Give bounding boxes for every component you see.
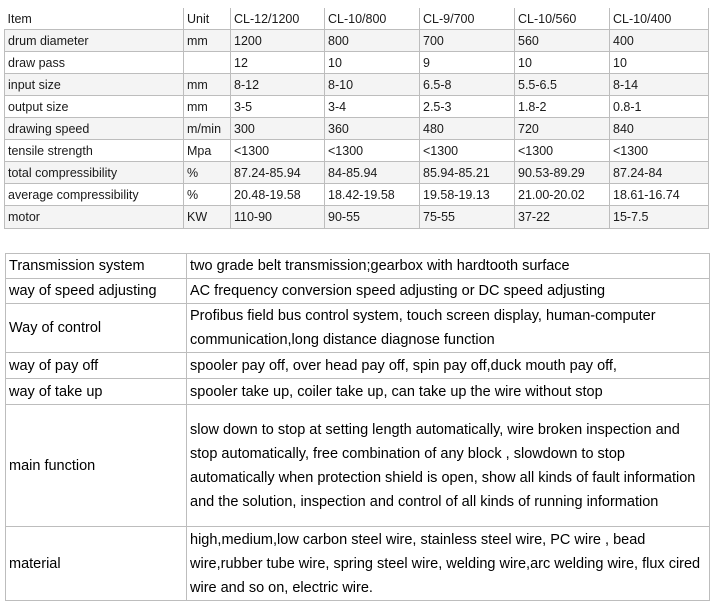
spec-value-cell: 21.00-20.02 — [515, 184, 610, 206]
spec-row — [5, 206, 709, 229]
spec-value-cell: 18.42-19.58 — [325, 184, 420, 206]
spec-item-cell: draw pass — [5, 52, 184, 74]
spec-row — [5, 96, 709, 118]
spec-header-cell: CL-10/560 — [515, 8, 610, 30]
spec-header-cell: CL-10/400 — [610, 8, 709, 30]
spec-value-cell: 19.58-19.13 — [420, 184, 515, 206]
spec-value-cell: 9 — [420, 52, 515, 74]
spec-item-cell: tensile strength — [5, 140, 184, 162]
spec-value-cell: 0.8-1 — [610, 96, 709, 118]
spec-value-cell: 15-7.5 — [610, 206, 709, 229]
spec-value-cell: 560 — [515, 30, 610, 52]
spec-header-cell: CL-12/1200 — [231, 8, 325, 30]
spec-header-cell: CL-10/800 — [325, 8, 420, 30]
spec-header-cell: Item — [5, 8, 184, 30]
spec-item-cell: drum diameter — [5, 30, 184, 52]
function-label-cell: way of take up — [6, 379, 187, 405]
spec-value-cell: 84-85.94 — [325, 162, 420, 184]
spec-value-cell: 480 — [420, 118, 515, 140]
function-value-cell: spooler take up, coiler take up, can take up the wire without stop — [187, 379, 710, 405]
function-row — [6, 379, 710, 405]
spec-value-cell: 37-22 — [515, 206, 610, 229]
spec-value-cell: 700 — [420, 30, 515, 52]
function-row — [6, 353, 710, 379]
function-row — [6, 405, 710, 527]
spec-value-cell: <1300 — [610, 140, 709, 162]
spec-value-cell: 800 — [325, 30, 420, 52]
function-value-cell: Profibus field bus control system, touch screen display, human-computer communication,long distance diagnose function — [187, 304, 710, 353]
function-label-cell: main function — [6, 405, 187, 527]
spec-value-cell: 85.94-85.21 — [420, 162, 515, 184]
spec-value-cell: 8-10 — [325, 74, 420, 96]
spec-value-cell: 1200 — [231, 30, 325, 52]
function-row — [6, 527, 710, 601]
spec-value-cell: 10 — [325, 52, 420, 74]
spec-value-cell: 1.8-2 — [515, 96, 610, 118]
spec-value-cell: 3-5 — [231, 96, 325, 118]
spec-value-cell: 110-90 — [231, 206, 325, 229]
spec-value-cell: 720 — [515, 118, 610, 140]
spec-value-cell: 18.61-16.74 — [610, 184, 709, 206]
spec-value-cell: 8-14 — [610, 74, 709, 96]
function-label-cell: Way of control — [6, 304, 187, 353]
spec-row — [5, 162, 709, 184]
spec-value-cell: <1300 — [515, 140, 610, 162]
spec-item-cell: input size — [5, 74, 184, 96]
spec-value-cell: 3-4 — [325, 96, 420, 118]
spec-value-cell: 8-12 — [231, 74, 325, 96]
spec-value-cell: 360 — [325, 118, 420, 140]
spec-value-cell: 90-55 — [325, 206, 420, 229]
spec-value-cell: 20.48-19.58 — [231, 184, 325, 206]
spec-value-cell: 840 — [610, 118, 709, 140]
spec-item-cell: total compressibility — [5, 162, 184, 184]
spec-unit-cell: mm — [184, 96, 231, 118]
spec-value-cell: 6.5-8 — [420, 74, 515, 96]
function-row — [6, 279, 710, 304]
function-value-cell: high,medium,low carbon steel wire, stainless steel wire, PC wire , bead wire,rubber tube wire, spring steel wire, welding wire,arc welding wire, flux cired wire and so on, electric wire. — [187, 527, 710, 601]
spec-unit-cell: % — [184, 162, 231, 184]
spec-value-cell: 75-55 — [420, 206, 515, 229]
spec-row — [5, 118, 709, 140]
function-value-cell: AC frequency conversion speed adjusting or DC speed adjusting — [187, 279, 710, 304]
spec-row — [5, 30, 709, 52]
spec-header-cell: Unit — [184, 8, 231, 30]
function-label-cell: Transmission system — [6, 254, 187, 279]
spec-value-cell: 5.5-6.5 — [515, 74, 610, 96]
spec-unit-cell: KW — [184, 206, 231, 229]
function-label-cell: material — [6, 527, 187, 601]
function-table — [5, 253, 710, 601]
spec-value-cell: 400 — [610, 30, 709, 52]
spec-unit-cell: mm — [184, 30, 231, 52]
spec-value-cell: 10 — [515, 52, 610, 74]
spec-unit-cell: m/min — [184, 118, 231, 140]
spec-row — [5, 74, 709, 96]
spec-value-cell: 10 — [610, 52, 709, 74]
spec-item-cell: average compressibility — [5, 184, 184, 206]
function-row — [6, 304, 710, 353]
spec-value-cell: 2.5-3 — [420, 96, 515, 118]
spec-item-cell: drawing speed — [5, 118, 184, 140]
spec-row — [5, 52, 709, 74]
spec-table — [4, 8, 709, 229]
spec-header-cell: CL-9/700 — [420, 8, 515, 30]
spec-item-cell: motor — [5, 206, 184, 229]
function-label-cell: way of pay off — [6, 353, 187, 379]
spec-item-cell: output size — [5, 96, 184, 118]
spec-row — [5, 184, 709, 206]
function-row — [6, 254, 710, 279]
function-value-cell: spooler pay off, over head pay off, spin pay off,duck mouth pay off, — [187, 353, 710, 379]
function-value-cell: two grade belt transmission;gearbox with hardtooth surface — [187, 254, 710, 279]
spec-value-cell: <1300 — [231, 140, 325, 162]
spec-unit-cell — [184, 52, 231, 74]
spec-header-row — [5, 8, 709, 30]
spec-unit-cell: % — [184, 184, 231, 206]
function-label-cell: way of speed adjusting — [6, 279, 187, 304]
spec-unit-cell: Mpa — [184, 140, 231, 162]
spec-value-cell: 300 — [231, 118, 325, 140]
spec-value-cell: 87.24-84 — [610, 162, 709, 184]
spec-row — [5, 140, 709, 162]
spec-value-cell: <1300 — [325, 140, 420, 162]
spec-value-cell: 87.24-85.94 — [231, 162, 325, 184]
spec-value-cell: <1300 — [420, 140, 515, 162]
spec-unit-cell: mm — [184, 74, 231, 96]
function-value-cell: slow down to stop at setting length automatically, wire broken inspection and stop automatically, free combination of any block , slowdown to stop automatically when protection shield is open, show all kinds of fault information and the solution, inspection and control of all kinds of running information — [187, 405, 710, 527]
spec-value-cell: 12 — [231, 52, 325, 74]
spec-value-cell: 90.53-89.29 — [515, 162, 610, 184]
